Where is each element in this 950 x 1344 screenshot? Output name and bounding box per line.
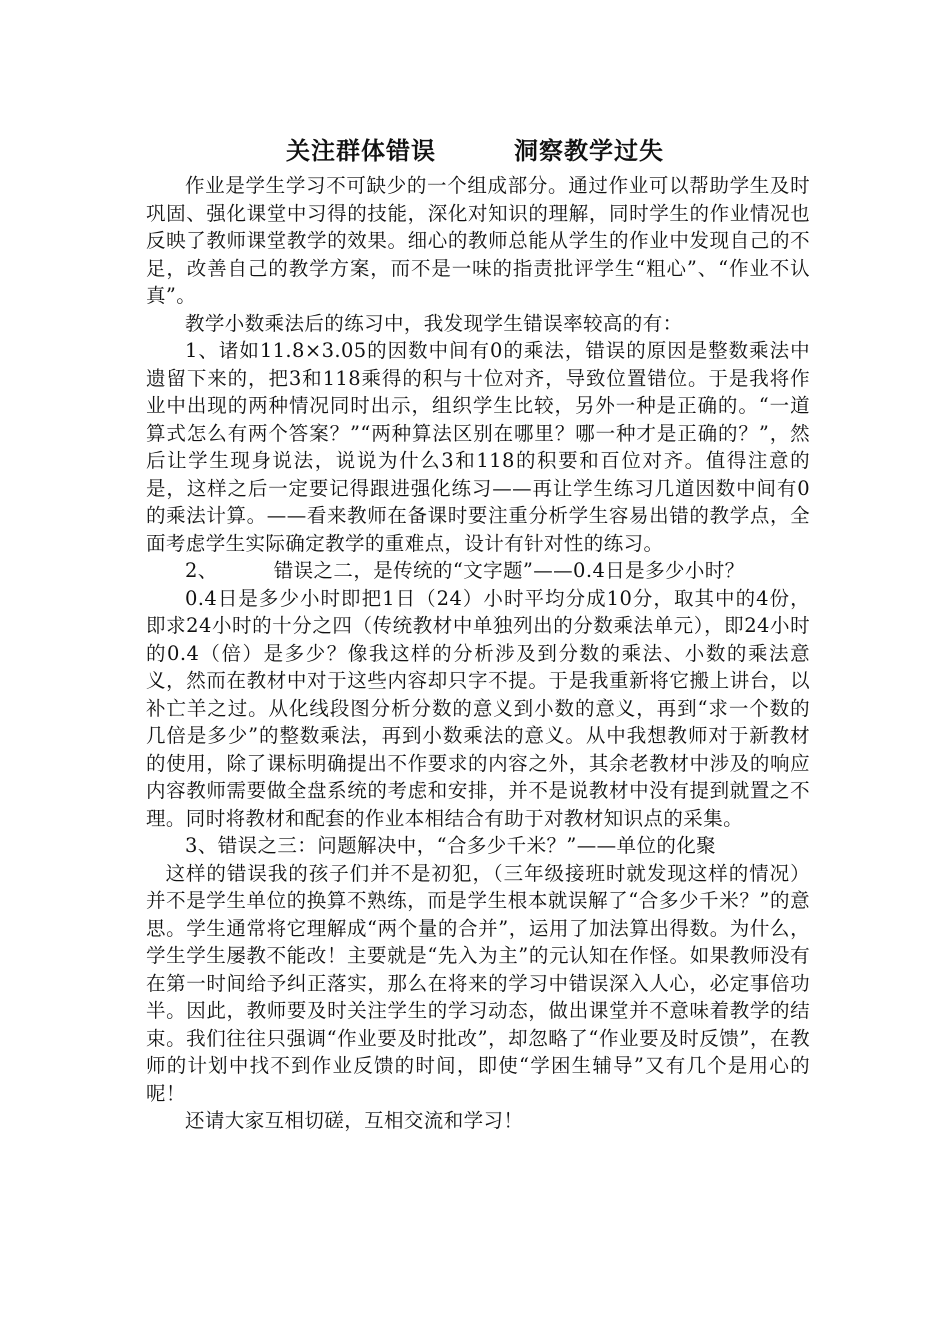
title-left: 关注群体错误: [286, 136, 436, 165]
item-2-text: 错误之二，是传统的“文字题”——0.4日是多少小时？: [273, 559, 745, 582]
document-body: [146, 172, 810, 1135]
document-title: [0, 134, 950, 168]
paragraph-closing: 还请大家互相切磋，互相交流和学习！: [185, 1109, 524, 1132]
paragraph-item-2-explanation: 0.4日是多少小时即把1日（24）小时平均分成10分，取其中的4份，即求24小时的十分之四（传统教材中单独列出的分数乘法单元），即24小时的0.4（倍）是多少？像我这样的分析涉及到分数的乘法、小数的乘法意义，然而在教材中对于这些内容却只字不提。于是我重新将它搬上讲台，以补亡羊之过。从化线段图分析分数的意义到小数的意义，再到“求一个数的几倍是多少”的整数乘法，再到小数乘法的意义。从中我想教师对于新教材的使用，除了课标明确提出不作要求的内容之外，其余老教材中涉及的响应内容教师需要做全盘系统的考虑和安排，并不是说教材中没有提到就置之不理。同时将教材和配套的作业本相结合有助于对教材知识点的采集。: [146, 586, 810, 830]
item-2-number: 2、: [185, 559, 218, 582]
paragraph-item-1: 1、诸如11.8×3.05的因数中间有0的乘法，错误的原因是整数乘法中遗留下来的，把3和118乘得的积与十位对齐，导致位置错位。于是我将作业中出现的两种情况同时出示，组织学生比较，另外一种是正确的。“一道算式怎么有两个答案？”“两种算法区别在哪里？哪一种才是正确的？”，然后让学生现身说法，说说为什么3和118的积要和百位对齐。值得注意的是，这样之后一定要记得跟进强化练习——再让学生练习几道因数中间有0的乘法计算。——看来教师在备课时要注重分析学生容易出错的教学点，全面考虑学生实际确定教学的重难点，设计有针对性的练习。: [146, 339, 810, 555]
title-right: 洞察教学过失: [514, 136, 664, 165]
paragraph-item-2: [146, 557, 810, 585]
paragraph-lead: 教学小数乘法后的练习中，我发现学生错误率较高的有：: [185, 311, 683, 335]
paragraph-item-3-explanation: 这样的错误我的孩子们并不是初犯，（三年级接班时就发现这样的情况）并不是学生单位的换算不熟练，而是学生根本就误解了“合多少千米？”的意思。学生通常将它理解成“两个量的合并”，运用了加法算出得数。为什么，学生学生屡教不能改！主要就是“先入为主”的元认知在作怪。如果教师没有在第一时间给予纠正落实，那么在将来的学习中错误深入人心，必定事倍功半。因此，教师要及时关注学生的学习动态，做出课堂并不意味着教学的结束。我们往往只强调“作业要及时批改”，却忽略了“作业要及时反馈”，在教师的计划中找不到作业反馈的时间，即使“学困生辅导”又有几个是用心的呢！: [146, 861, 810, 1105]
paragraph-intro: 作业是学生学习不可缺少的一个组成部分。通过作业可以帮助学生及时巩固、强化课堂中习得的技能，深化对知识的理解，同时学生的作业情况也反映了教师课堂教学的效果。细心的教师总能从学生的作业中发现自己的不足，改善自己的教学方案，而不是一味的指责批评学生“粗心”、“作业不认真”。: [146, 174, 810, 307]
paragraph-item-3: 3、错误之三：问题解决中，“合多少千米？”——单位的化聚: [185, 834, 717, 857]
